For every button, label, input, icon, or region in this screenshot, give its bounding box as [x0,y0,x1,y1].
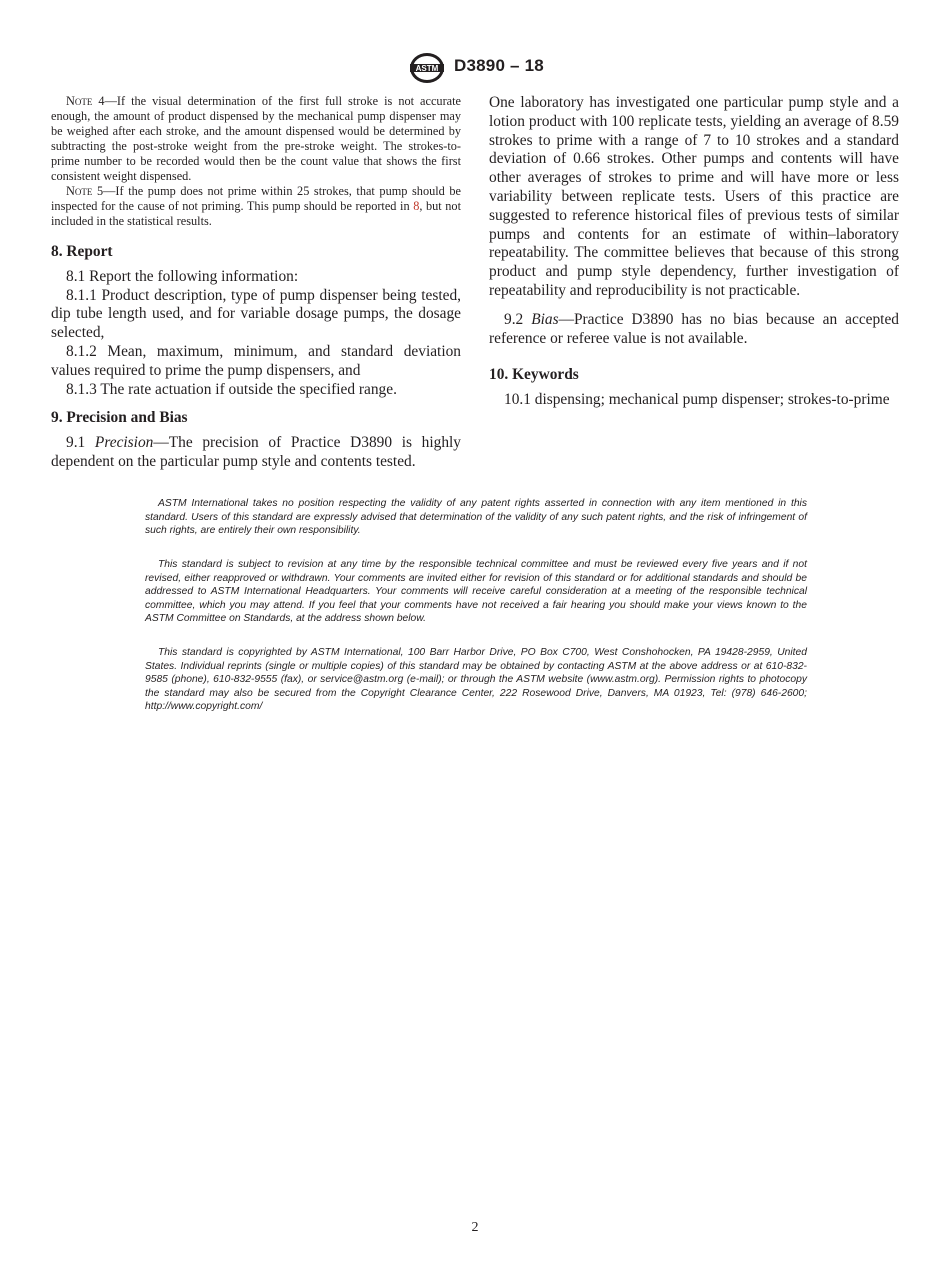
para-9-1-number: 9.1 [66,434,86,452]
note-5-number: 5 [96,184,104,198]
note-4-label: Note [66,94,93,108]
para-9-1 [51,434,461,472]
note-4-text: —If the visual determination of the first full stroke is not accurate enough, the amount of product dispensed by the mechanical pump dispenser may be weighed after each stroke, and the amount dispensed would be determined by subtracting the post-stroke weight from the pre-stroke weight. The strokes-to-prime number to be recorded would then be the count value that shows the first consistent weight dispensed. [51,94,462,183]
para-10-1: 10.1 dispensing; mechanical pump dispenser; strokes-to-prime [504,391,890,409]
left-column [51,94,461,472]
para-9-2 [489,311,899,349]
para-8-1-2: 8.1.2 Mean, maximum, minimum, and standard deviation values required to prime the pump dispensers, and [51,342,461,379]
note-5-text-before: —If the pump does not prime within 25 strokes, that pump should be inspected for the cause of not priming. This pump should be reported in [51,184,461,213]
revision-notice: This standard is subject to revision at any time by the responsible technical committee and must be reviewed every five years and if not revised, either reapproved or withdrawn. Your comments are invited either for revision of this standard or for additional standards and should be addressed to ASTM International Headquarters. Your comments will receive careful consideration at a meeting of the responsible technical committee, which you may attend. If you feel that your comments have not received a fair hearing you should make your views known to the ASTM Committee on Standards, at the address shown below. [145,559,807,624]
para-8-1-3: 8.1.3 The rate actuation if outside the specified range. [66,380,397,398]
note-5-text-after: , but not included in the statistical results. [51,199,462,228]
para-8-1-1: 8.1.1 Product description, type of pump dispenser being tested, dip tube length used, and for variable dosage pumps, the dosage selected, [51,286,461,342]
page-number: 2 [471,1220,479,1235]
patent-notice: ASTM International takes no position respecting the validity of any patent rights asserted in connection with any item mentioned in this standard. Users of this standard are expressly advised that determination of the validity of any such patent rights, and the risk of infringement of such rights, are entirely their own responsibility. [145,498,807,536]
note-4 [51,94,461,184]
para-8-1: 8.1 Report the following information: [66,267,299,285]
logo-text: ASTM [415,64,439,73]
astm-logo [408,52,446,84]
para-9-1-text: —The precision of Practice D3890 is highly dependent on the particular pump style and contents tested. [51,434,461,470]
para-9-2-number: 9.2 [504,310,524,328]
standard-designation: D3890 – 18 [454,56,544,75]
right-column [489,94,899,410]
copyright-notice: This standard is copyrighted by ASTM International, 100 Barr Harbor Drive, PO Box C700, West Conshohocken, PA 19428-2959, United States. Individual reprints (single or multiple copies) of this standard may be obtained by contacting ASTM at the above address or at 610-832-9585 (phone), 610-832-9555 (fax), or service@astm.org (e-mail); or through the ASTM website (www.astm.org). Permission rights to photocopy the standard may also be secured from the Copyright Clearance Center, 222 Rosewood Drive, Danvers, MA 01923, Tel: (978) 646-2600; http://www.copyright.com/ [145,647,807,712]
note-5 [51,184,461,229]
section-8-heading: 8. Report [51,243,113,260]
precision-term: Precision [94,434,154,452]
para-9-1-continued: One laboratory has investigated one particular pump style and a lotion product with 100 replicate tests, yielding an average of 8.59 strokes to prime with a range of 7 to 10 strokes and a standard deviation of 0.66 strokes. Other pumps and contents will have other averages of strokes to prime and will have more or less variability between replicate tests. Users of this practice are suggested to reference historical files of previous tests of similar pumps and contents for an estimate of within–laboratory repeatability. The committee believes that because of this strong product and pump style dependency, further investigation of repeatability and reproducibility is not practicable. [489,94,899,299]
para-9-2-text: —Practice D3890 has no bias because an accepted reference or referee value is not available. [489,310,899,347]
section-8-link[interactable]: 8 [413,199,420,213]
bias-term: Bias [531,310,559,328]
note-4-number: 4 [98,94,105,108]
page-header [0,52,950,86]
section-9-heading: 9. Precision and Bias [51,409,188,427]
section-10-heading: 10. Keywords [489,366,579,384]
note-5-label: Note [66,184,93,198]
